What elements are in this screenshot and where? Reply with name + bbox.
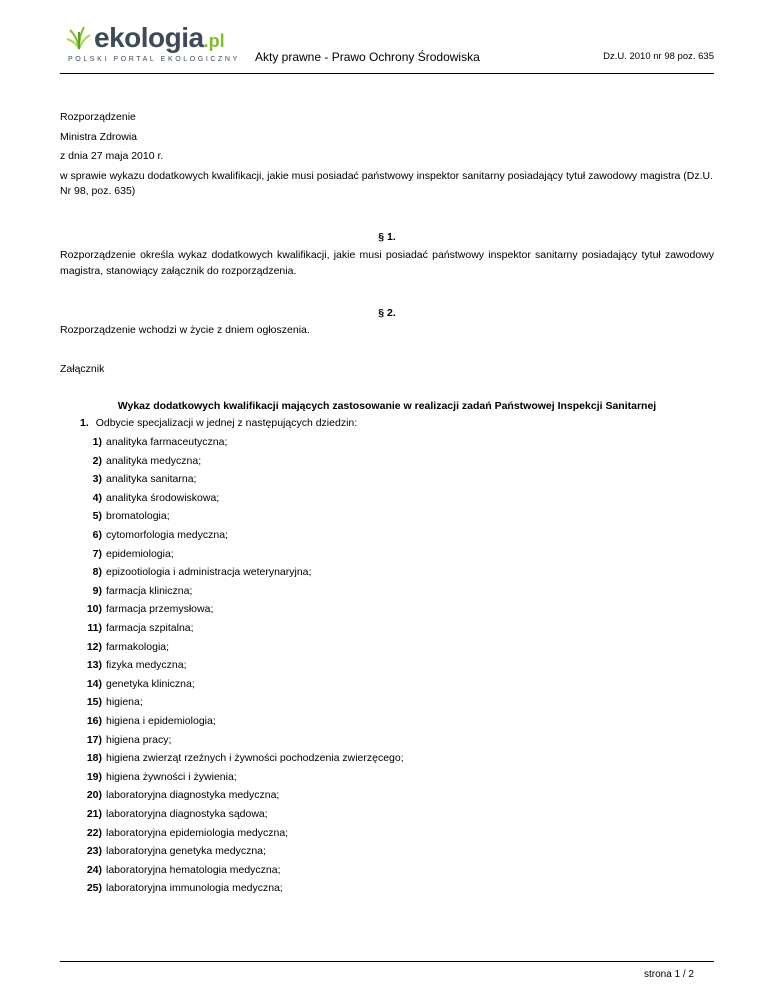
- header-title: Akty prawne - Prawo Ochrony Środowiska: [255, 50, 480, 64]
- header-reference: Dz.U. 2010 nr 98 poz. 635: [603, 51, 714, 62]
- list-item-number: 13): [86, 659, 102, 672]
- list-item: [88, 585, 688, 597]
- list-item-number: 9): [92, 584, 102, 597]
- list-item-text: analityka środowiskowa;: [106, 491, 220, 504]
- list-item: [88, 808, 688, 820]
- list-item-text: higiena i epidemiologia;: [106, 715, 216, 727]
- list-item: [88, 715, 688, 727]
- section-1-text: Rozporządzenie określa wykaz dodatkowych kwalifikacji, jakie musi posiadać państwowy inspektor sanitarny posiadający tytuł zawodowy magistra, stanowiący załącznik do rozporządzenia.: [60, 249, 714, 277]
- intro-line-3: z dnia 27 maja 2010 r.: [60, 150, 164, 162]
- intro-line-4a: w sprawie wykazu dodatkowych kwalifikacji, jakie musi posiadać państwowy inspektor sanitarny posiadający tytuł zawodowy magistra (Dz.U.: [60, 170, 714, 182]
- list-item-text: laboratoryjna diagnostyka sądowa;: [106, 808, 268, 820]
- list-item: [88, 529, 688, 541]
- list-item-number: 23): [86, 845, 102, 858]
- list-item-number: 24): [86, 863, 102, 876]
- list-item: [88, 864, 688, 876]
- list-item-text: laboratoryjna epidemiologia medyczna;: [106, 826, 289, 839]
- list-item-number: 15): [86, 696, 102, 709]
- annex-title: Wykaz dodatkowych kwalifikacji mających zastosowanie w realizacji zadań Państwowej Inspekcji Sanitarnej: [117, 400, 657, 412]
- list-item-number: 1): [92, 436, 102, 448]
- list-item-text: epidemiologia;: [106, 547, 174, 560]
- list-item-number: 20): [86, 789, 102, 802]
- list-item-number: 14): [86, 677, 102, 690]
- list-item-text: laboratoryjna immunologia medyczna;: [106, 882, 283, 895]
- page-header: [60, 18, 714, 68]
- list-item-text: fizyka medyczna;: [106, 659, 187, 672]
- header-divider: [60, 73, 714, 74]
- section-1-heading: § 1.: [378, 231, 396, 243]
- list-item-number: 19): [86, 770, 102, 783]
- list-item-number: 6): [92, 529, 102, 541]
- list-item: [88, 789, 688, 801]
- list-item: [88, 882, 688, 894]
- list-item-number: 25): [86, 882, 102, 895]
- page-number: strona 1 / 2: [643, 969, 694, 980]
- list-item-text: epizootiologia i administracja weterynaryjna;: [106, 566, 312, 579]
- list-item-text: analityka medyczna;: [106, 454, 202, 467]
- list-item: [88, 659, 688, 671]
- list-item-number: 8): [92, 566, 102, 579]
- list-item: [88, 473, 688, 485]
- list-item-text: farmacja kliniczna;: [106, 584, 193, 597]
- intro-line-2: Ministra Zdrowia: [60, 131, 138, 143]
- list-item: [88, 734, 688, 746]
- list-item: [88, 436, 688, 448]
- list-item-number: 12): [86, 640, 102, 653]
- list-item-text: bromatologia;: [106, 510, 170, 523]
- annex-item-1: [80, 417, 357, 429]
- list-item: [88, 696, 688, 708]
- list-item: [88, 771, 688, 783]
- list-item-text: higiena zwierząt rzeźnych i żywności pochodzenia zwierzęcego;: [106, 752, 404, 765]
- list-item: [88, 752, 688, 764]
- list-item-text: farmakologia;: [106, 640, 170, 653]
- list-item-text: laboratoryjna hematologia medyczna;: [106, 863, 281, 876]
- list-item-number: 2): [92, 454, 102, 467]
- list-item-text: analityka farmaceutyczna;: [106, 436, 228, 448]
- list-item-text: higiena żywności i żywienia;: [106, 770, 237, 783]
- list-item-number: 11): [87, 622, 102, 634]
- list-item: [88, 492, 688, 504]
- list-item-number: 16): [86, 715, 102, 727]
- list-item-text: farmacja szpitalna;: [106, 622, 194, 634]
- list-item-number: 10): [86, 603, 102, 616]
- list-item-text: farmacja przemysłowa;: [106, 603, 214, 616]
- logo-wordmark: ekologia: [94, 22, 204, 53]
- list-item-text: cytomorfologia medyczna;: [106, 529, 228, 541]
- list-item-number: 4): [92, 491, 102, 504]
- list-item: [88, 548, 688, 560]
- list-item-text: genetyka kliniczna;: [106, 677, 195, 690]
- annex-item-1-number: 1.: [80, 417, 89, 429]
- list-item: [88, 641, 688, 653]
- list-item-number: 7): [92, 547, 102, 560]
- list-item-number: 3): [92, 473, 102, 486]
- list-item: [88, 510, 688, 522]
- intro-line-1: Rozporządzenie: [60, 111, 136, 123]
- section-2-text: Rozporządzenie wchodzi w życie z dniem ogłoszenia.: [60, 324, 310, 336]
- list-item-text: higiena pracy;: [106, 733, 172, 746]
- intro-line-4b: Nr 98, poz. 635): [60, 185, 136, 197]
- list-item: [88, 622, 688, 634]
- list-item-number: 18): [86, 752, 102, 765]
- ekologia-logo: [60, 18, 260, 68]
- list-item-text: laboratoryjna diagnostyka medyczna;: [106, 789, 280, 802]
- list-item: [88, 603, 688, 615]
- footer-divider: [60, 961, 714, 962]
- list-item: [88, 845, 688, 857]
- leaf-icon: [66, 24, 92, 50]
- list-item: [88, 455, 688, 467]
- list-item: [88, 566, 688, 578]
- list-item: [88, 827, 688, 839]
- logo-tld: .pl: [203, 31, 225, 51]
- list-item-number: 21): [86, 808, 102, 820]
- annex-label: Załącznik: [60, 363, 105, 375]
- list-item-number: 22): [86, 826, 102, 839]
- list-item-text: analityka sanitarna;: [106, 473, 197, 486]
- list-item-text: laboratoryjna genetyka medyczna;: [106, 845, 266, 858]
- section-2-heading: § 2.: [378, 307, 396, 319]
- logo-tagline: POLSKI PORTAL EKOLOGICZNY: [68, 56, 240, 63]
- list-item-number: 5): [92, 510, 102, 523]
- annex-item-1-text: Odbycie specjalizacji w jednej z następujących dziedzin:: [95, 417, 358, 429]
- list-item: [88, 678, 688, 690]
- list-item-number: 17): [86, 733, 102, 746]
- list-item-text: higiena;: [106, 696, 143, 709]
